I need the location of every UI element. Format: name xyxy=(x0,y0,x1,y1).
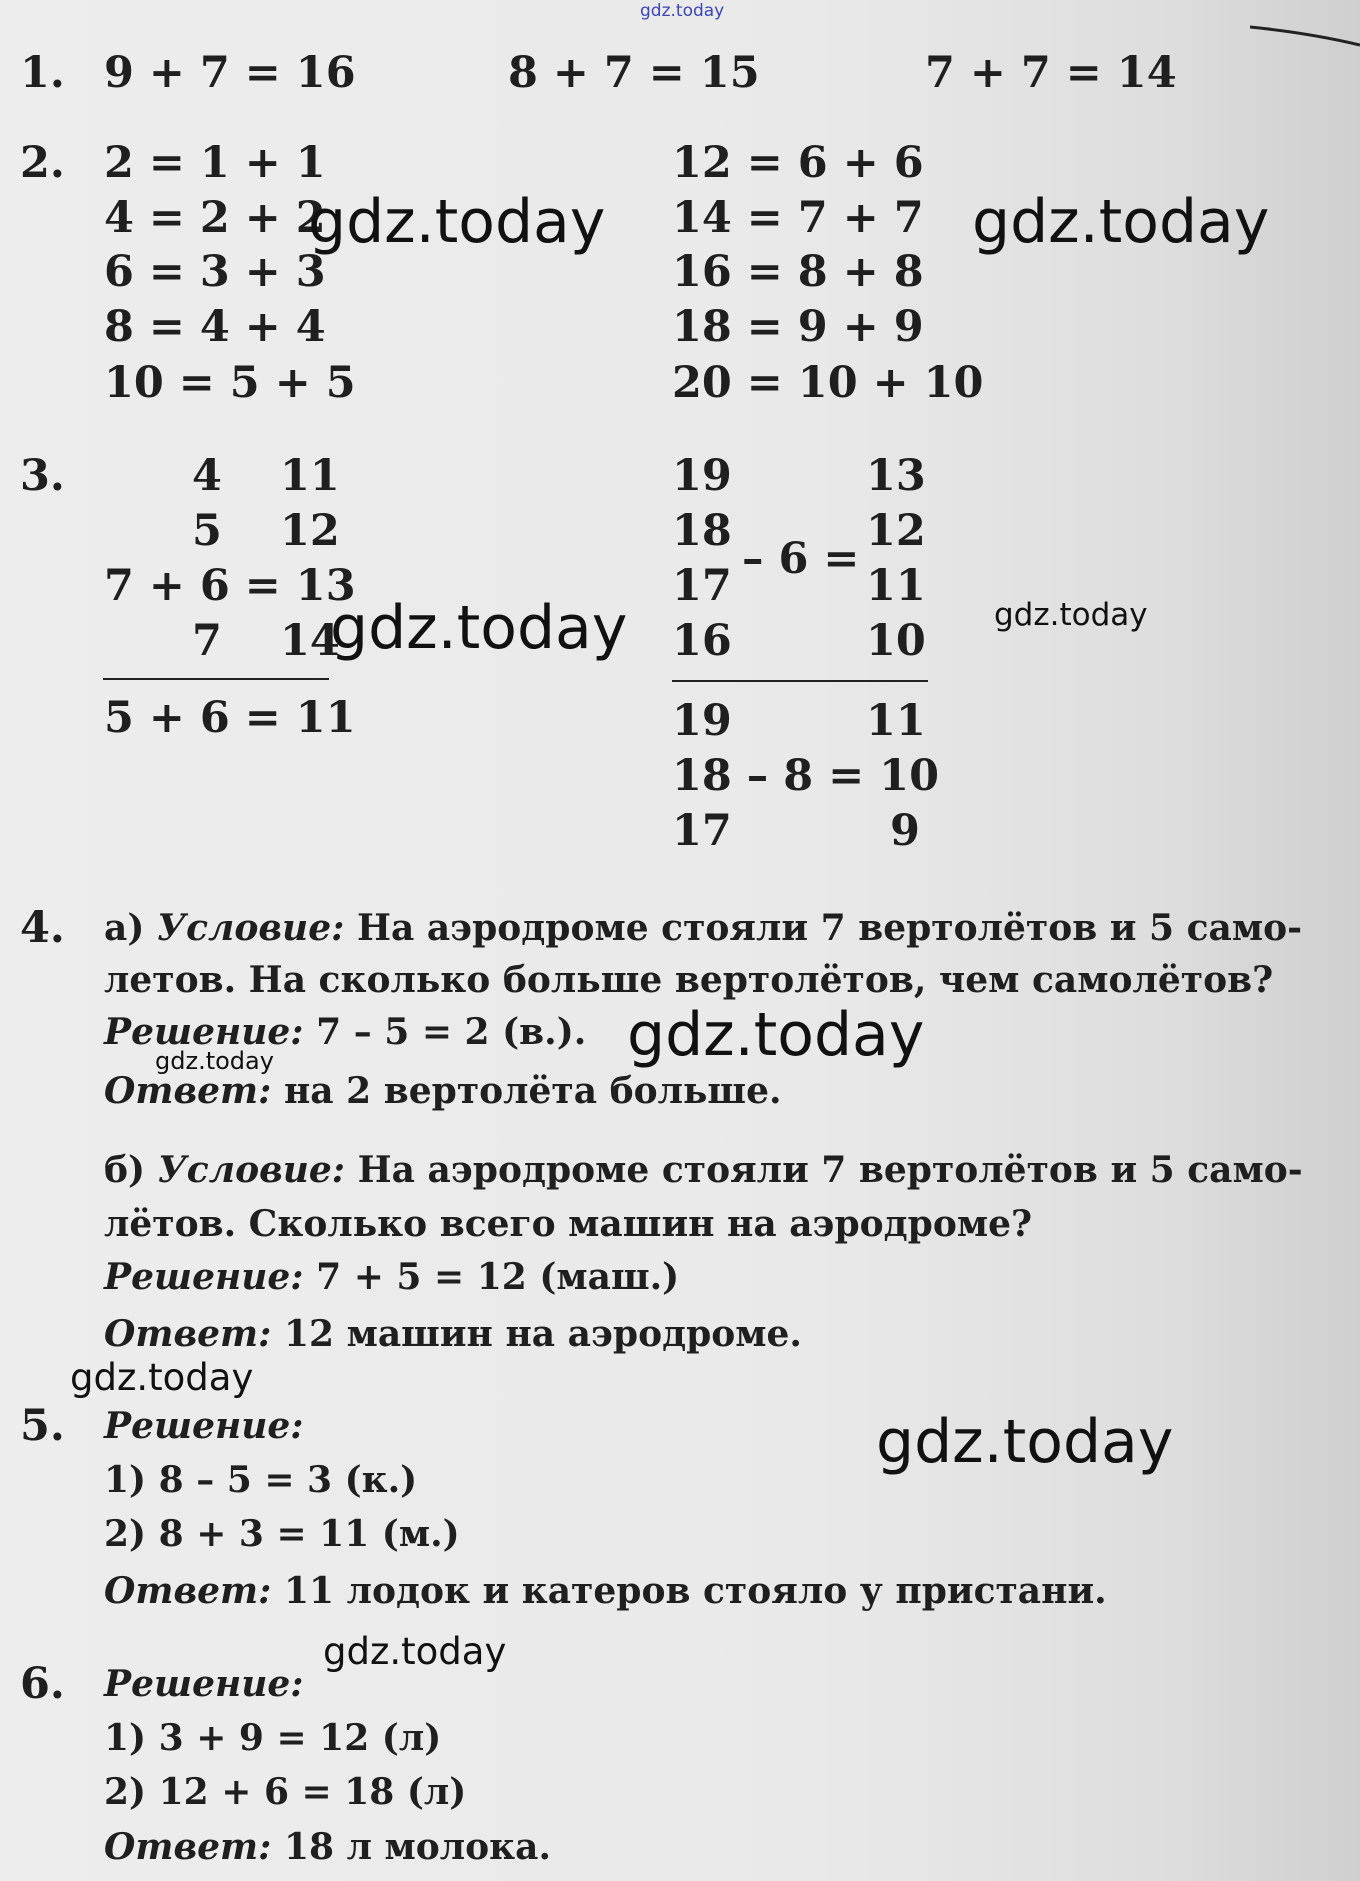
task4a-solution-line xyxy=(104,1011,587,1053)
watermark-7: gdz.today xyxy=(70,1356,254,1399)
watermark-6: gdz.today xyxy=(155,1047,274,1075)
bleed-through-text xyxy=(1000,440,1010,475)
task4a-condition-2: летов. На сколько больше вертолётов, чем самолётов? xyxy=(104,959,1274,1001)
task1-eq-3: 7 + 7 = 14 xyxy=(925,48,1177,98)
task6-solution-label: Решение: xyxy=(104,1663,304,1705)
task3-b-operator: – 6 = xyxy=(742,534,860,584)
task5-number: 5. xyxy=(20,1401,65,1451)
task4b-condition-2: лётов. Сколько всего машин на аэродроме? xyxy=(104,1203,1033,1245)
task2-right-4: 18 = 9 + 9 xyxy=(672,302,924,352)
task4b-answer-label: Ответ: xyxy=(104,1313,272,1355)
task3-b-divider xyxy=(672,680,928,682)
task2-right-2: 14 = 7 + 7 xyxy=(672,193,924,243)
task3-a-r4-left: 7 xyxy=(192,616,222,666)
task4a-answer: на 2 вертолёта больше. xyxy=(283,1070,782,1112)
watermark-5: gdz.today xyxy=(627,1000,925,1070)
task4a-answer-label: Ответ: xyxy=(104,1070,272,1112)
task2-right-1: 12 = 6 + 6 xyxy=(672,138,924,188)
task2-right-5: 20 = 10 + 10 xyxy=(672,358,984,408)
task6-answer-label: Ответ: xyxy=(104,1826,272,1868)
task4b-solution: 7 + 5 = 12 (маш.) xyxy=(316,1256,680,1298)
task6-answer-line xyxy=(104,1826,552,1868)
task4b-answer: 12 машин на аэродроме. xyxy=(283,1313,802,1355)
page-curl-line xyxy=(1250,15,1360,55)
task1-number: 1. xyxy=(20,48,65,98)
task6-answer: 18 л молока. xyxy=(283,1826,552,1868)
task3-a-r2-left: 5 xyxy=(192,506,222,556)
task3-b-left-3: 17 xyxy=(672,561,732,611)
task3-b-bottom-top-left: 19 xyxy=(672,696,732,746)
task4a-solution-label: Решение: xyxy=(104,1011,304,1053)
task4b-condition-1: На аэродроме стояли 7 вертолётов и 5 само- xyxy=(357,1149,1303,1191)
watermark-top: gdz.today xyxy=(640,1,725,21)
task4b-line1 xyxy=(104,1149,1303,1191)
task3-b-left-1: 19 xyxy=(672,451,732,501)
task4b-answer-line xyxy=(104,1313,802,1355)
task5-answer-line xyxy=(104,1570,1107,1612)
task2-right-3: 16 = 8 + 8 xyxy=(672,247,924,297)
watermark-1: gdz.today xyxy=(308,187,606,257)
task1-eq-1: 9 + 7 = 16 xyxy=(104,48,356,98)
task3-b-right-3: 11 xyxy=(866,561,926,611)
task3-b-left-2: 18 xyxy=(672,506,732,556)
task3-b-bottom-last-left: 17 xyxy=(672,806,732,856)
task5-answer-label: Ответ: xyxy=(104,1570,272,1612)
task3-number: 3. xyxy=(20,451,65,501)
task4a-solution: 7 – 5 = 2 (в.). xyxy=(316,1011,587,1053)
task2-left-1: 2 = 1 + 1 xyxy=(104,138,326,188)
task4b-condition-label: Условие: xyxy=(157,1149,346,1191)
task4b-solution-line xyxy=(104,1256,680,1298)
watermark-4: gdz.today xyxy=(994,597,1148,633)
task2-left-3: 6 = 3 + 3 xyxy=(104,247,326,297)
task3-a-r3: 7 + 6 = 13 xyxy=(104,561,356,611)
task3-b-right-2: 12 xyxy=(866,506,926,556)
task3-a-bottom: 5 + 6 = 11 xyxy=(104,693,356,743)
task2-number: 2. xyxy=(20,138,65,188)
task1-eq-2: 8 + 7 = 15 xyxy=(508,48,760,98)
task6-step-2: 2) 12 + 6 = 18 (л) xyxy=(104,1771,467,1813)
task4a-prefix: а) xyxy=(104,907,145,949)
task3-b-bottom-last-right: 9 xyxy=(890,806,920,856)
task3-a-r1-right: 11 xyxy=(280,451,340,501)
task2-left-2: 4 = 2 + 2 xyxy=(104,193,326,243)
watermark-2: gdz.today xyxy=(972,187,1270,257)
task2-left-4: 8 = 4 + 4 xyxy=(104,302,326,352)
task3-b-right-1: 13 xyxy=(866,451,926,501)
watermark-3: gdz.today xyxy=(330,593,628,663)
task3-b-right-4: 10 xyxy=(866,616,926,666)
task3-a-r1-left: 4 xyxy=(192,451,222,501)
task3-b-bottom-eq: 18 – 8 = 10 xyxy=(672,751,940,801)
task3-a-divider xyxy=(103,678,329,680)
task4a-condition-1: На аэродроме стояли 7 вертолётов и 5 само- xyxy=(356,907,1303,949)
task4a-answer-line xyxy=(104,1070,782,1112)
task4a-condition-label: Условие: xyxy=(156,907,345,949)
task2-left-5: 10 = 5 + 5 xyxy=(104,358,356,408)
task6-step-1: 1) 3 + 9 = 12 (л) xyxy=(104,1717,442,1759)
task4b-prefix: б) xyxy=(104,1149,146,1191)
task4-number: 4. xyxy=(20,903,65,953)
task3-b-left-4: 16 xyxy=(672,616,732,666)
task6-number: 6. xyxy=(20,1659,65,1709)
watermark-8: gdz.today xyxy=(876,1407,1174,1477)
task3-a-r4-right: 14 xyxy=(280,616,340,666)
watermark-9: gdz.today xyxy=(323,1630,507,1673)
task5-step-2: 2) 8 + 3 = 11 (м.) xyxy=(104,1513,460,1555)
task3-b-bottom-top-right: 11 xyxy=(866,696,926,746)
task5-answer: 11 лодок и катеров стояло у пристани. xyxy=(283,1570,1107,1612)
task3-a-r2-right: 12 xyxy=(280,506,340,556)
task4a-line1 xyxy=(104,907,1303,949)
task4b-solution-label: Решение: xyxy=(104,1256,304,1298)
task5-step-1: 1) 8 – 5 = 3 (к.) xyxy=(104,1459,418,1501)
task5-solution-label: Решение: xyxy=(104,1405,304,1447)
